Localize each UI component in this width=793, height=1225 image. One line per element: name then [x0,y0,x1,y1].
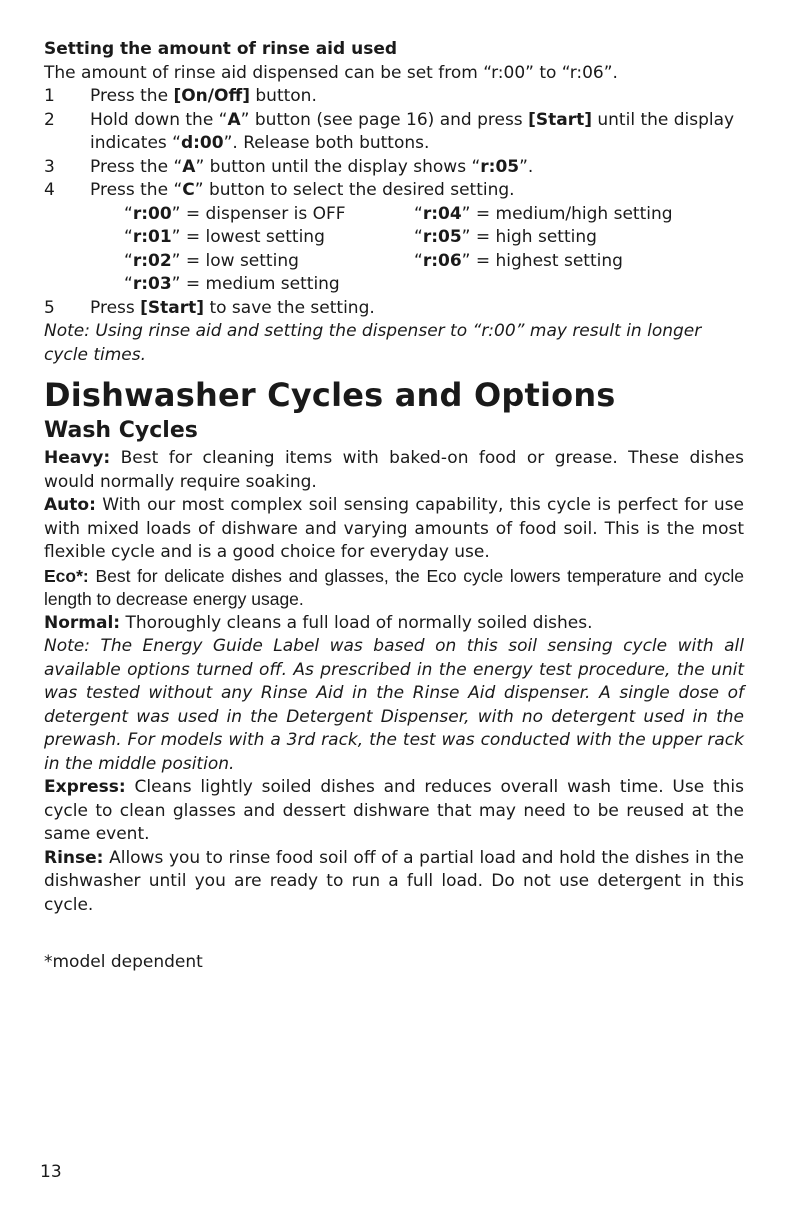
setting-item: “r:02” = low setting [124,250,299,271]
setting-item: “r:03” = medium setting [124,274,340,294]
step-number: 5 [44,297,55,318]
rinse-aid-intro: The amount of rinse aid dispensed can be set from “r:00” to “r:06”. [44,62,618,83]
setting-item: “r:05” = high setting [414,227,597,247]
page-number: 13 [40,1162,62,1182]
footnote: *model dependent [44,952,203,972]
page-title: Dishwasher Cycles and Options [44,376,616,414]
step-text: Press the [On/Off] button. [90,86,317,106]
step-1 [44,85,744,109]
step-text: Hold down the “A” button (see page 16) and press [Start] until the display indicates “d:00”. Release both buttons. [90,109,735,153]
rinse-aid-note: Note: Using rinse aid and setting the dispenser to “r:00” may result in longer cycle times. [44,321,702,365]
setting-item: “r:00” = dispenser is OFF [124,203,346,224]
cycle-auto: Auto: With our most complex soil sensing capability, this cycle is perfect for use with mixed loads of dishware and varying amounts of food soil. This is the most flexible cycle and is a good choice for everyday use. [44,495,744,562]
step-number: 2 [44,109,55,130]
cycle-eco: Eco*: Best for delicate dishes and glasses, the Eco cycle lowers temperature and cycle length to decrease energy usage. [44,565,744,609]
step-4 [44,179,744,203]
step-5 [44,297,744,321]
step-text: Press [Start] to save the setting. [90,297,375,318]
step-2 [44,109,744,156]
step-number: 1 [44,86,55,106]
step-text: Press the “A” button until the display shows “r:05”. [90,156,534,177]
step-number: 3 [44,156,55,177]
cycle-normal: Normal: Thoroughly cleans a full load of normally soiled dishes. [44,612,593,633]
manual-page [44,38,744,975]
cycle-rinse: Rinse: Allows you to rinse food soil off of a partial load and hold the dishes in the dishwasher until you are ready to run a full load. Do not use detergent in this cycle. [44,847,744,915]
step-3 [44,156,744,180]
rinse-aid-heading: Setting the amount of rinse aid used [44,39,398,59]
step-text: Press the “C” button to select the desired setting. [90,180,515,200]
setting-item: “r:04” = medium/high setting [414,203,673,224]
step-number: 4 [44,180,55,200]
cycle-express: Express: Cleans lightly soiled dishes and reduces overall wash time. Use this cycle to clean glasses and dessert dishware that may need to be reused at the same event. [44,777,744,844]
section-subtitle: Wash Cycles [44,418,198,443]
setting-item: “r:06” = highest setting [414,250,623,271]
setting-item: “r:01” = lowest setting [124,227,325,247]
energy-guide-note: Note: The Energy Guide Label was based on this soil sensing cycle with all available options turned off. As prescribed in the energy test procedure, the unit was tested without any Rinse Aid in the Rinse Aid dispenser. A single dose of detergent was used in the Detergent Dispenser, with no detergent used in the prewash. For models with a 3rd rack, the test was conducted with the upper rack in the middle position. [44,636,744,774]
rinse-settings-list [124,203,744,297]
cycle-heavy: Heavy: Best for cleaning items with baked-on food or grease. These dishes would normally require soaking. [44,448,744,492]
